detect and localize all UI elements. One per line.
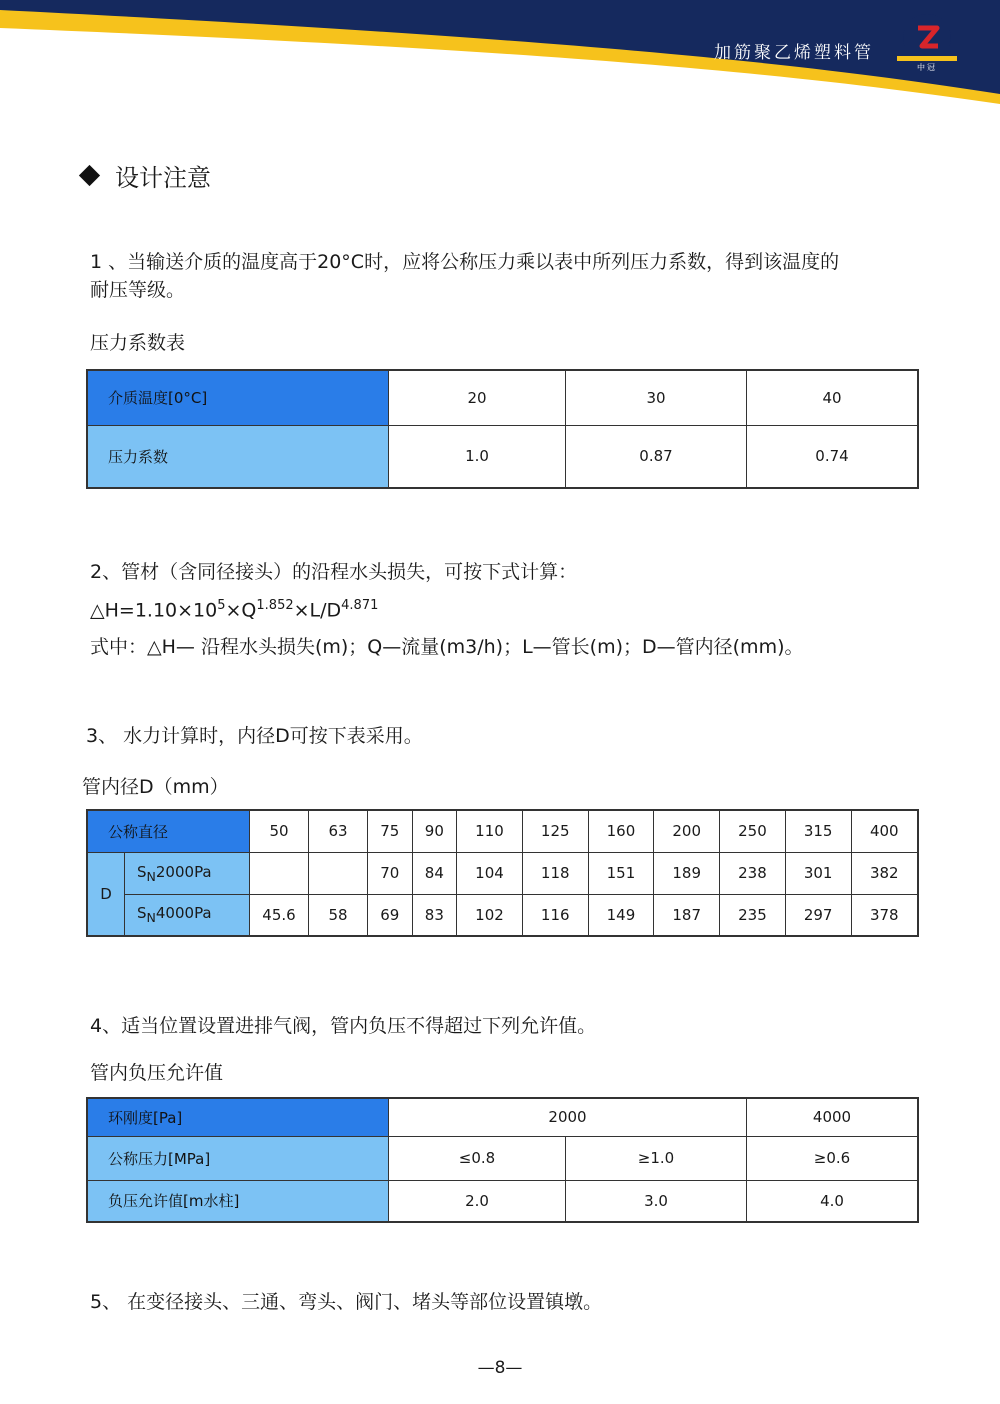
temp-cell: 30: [566, 370, 747, 425]
sn4000-cell: 45.6: [250, 894, 309, 936]
stiffness-cell: 4000: [747, 1098, 919, 1136]
ring-stiffness-label: 环刚度[Pa]: [87, 1098, 389, 1136]
sn4000-cell: 83: [412, 894, 457, 936]
note-4: 4、适当位置设置进排气阀，管内负压不得超过下列允许值。: [90, 1015, 597, 1037]
note-3: 3、 水力计算时，内径D可按下表采用。: [86, 725, 423, 747]
sn4000-cell: 297: [785, 894, 851, 936]
sn2000-label: $S_N2000Pa$: [125, 852, 250, 894]
table-row: [87, 852, 918, 894]
note-5: 5、 在变径接头、三通、弯头、阀门、堵头等部位设置镇墩。: [90, 1291, 603, 1313]
table-row: [87, 1136, 918, 1180]
table-row: [87, 1180, 918, 1222]
diameter-cell: 250: [720, 810, 786, 852]
note-1: [90, 248, 839, 304]
sn2000-cell: 382: [851, 852, 918, 894]
table-row: [87, 1098, 918, 1136]
sn4000-cell: 58: [309, 894, 368, 936]
section-title-text: 设计注意: [115, 164, 211, 192]
pressure-cell: ≥0.6: [747, 1136, 919, 1180]
temp-cell: 40: [747, 370, 919, 425]
sn2000-cell: 118: [522, 852, 588, 894]
sn2000-cell: [309, 852, 368, 894]
table-3-caption: 管内负压允许值: [90, 1062, 224, 1084]
sn2000-cell: 189: [654, 852, 720, 894]
sn4000-cell: 187: [654, 894, 720, 936]
page-number: —8—: [477, 1358, 523, 1378]
sn4000-cell: 149: [588, 894, 654, 936]
diameter-cell: 315: [785, 810, 851, 852]
table-row: [87, 810, 918, 852]
diameter-cell: 400: [851, 810, 918, 852]
diamond-bullet-icon: [79, 165, 100, 186]
sn2000-cell: 84: [412, 852, 457, 894]
logo-caption: 中冠: [917, 63, 937, 72]
pressure-cell: ≥1.0: [566, 1136, 747, 1180]
diameter-cell: 110: [457, 810, 523, 852]
sn2000-cell: 238: [720, 852, 786, 894]
diameter-cell: 200: [654, 810, 720, 852]
diameter-cell: 63: [309, 810, 368, 852]
stiffness-cell: 2000: [389, 1098, 747, 1136]
sn4000-cell: 378: [851, 894, 918, 936]
sn4000-cell: 69: [368, 894, 413, 936]
pressure-coefficient-table: [86, 369, 919, 489]
coefficient-cell: 0.74: [747, 425, 919, 488]
diameter-cell: 75: [368, 810, 413, 852]
note-2-line-1: 2、管材（含同径接头）的沿程水头损失，可按下式计算：: [90, 561, 578, 583]
nominal-pressure-label: 公称压力[MPa]: [87, 1136, 389, 1180]
coefficient-cell: 0.87: [566, 425, 747, 488]
sn2000-cell: 104: [457, 852, 523, 894]
sn4000-cell: 102: [457, 894, 523, 936]
temperature-label: 介质温度[0°C]: [87, 370, 389, 425]
coefficient-cell: 1.0: [389, 425, 566, 488]
sn2000-cell: [250, 852, 309, 894]
table-2-caption: 管内径D（mm）: [82, 776, 229, 798]
note-1-line-2: 耐压等级。: [90, 279, 186, 301]
allowable-cell: 4.0: [747, 1180, 919, 1222]
diameter-cell: 125: [522, 810, 588, 852]
section-title: [78, 158, 211, 193]
d-label: D: [87, 852, 125, 936]
table-row: [87, 425, 918, 488]
sn4000-cell: 116: [522, 894, 588, 936]
brand-name: 加筋聚乙烯塑料管: [714, 43, 874, 63]
diameter-cell: 50: [250, 810, 309, 852]
temp-cell: 20: [389, 370, 566, 425]
table-row: [87, 370, 918, 425]
note-1-line-1: 1 、当输送介质的温度高于20°C时，应将公称压力乘以表中所列压力系数，得到该温度的: [90, 251, 840, 273]
coefficient-label: 压力系数: [87, 425, 389, 488]
allowable-cell: 2.0: [389, 1180, 566, 1222]
sn2000-cell: 151: [588, 852, 654, 894]
nominal-diameter-label: 公称直径: [87, 810, 250, 852]
sn2000-cell: 301: [785, 852, 851, 894]
negative-pressure-table: [86, 1097, 919, 1223]
diameter-cell: 90: [412, 810, 457, 852]
note-2: [90, 556, 804, 664]
inner-diameter-table: [86, 809, 919, 937]
sn4000-label: $S_N4000Pa$: [125, 894, 250, 936]
table-row: [87, 894, 918, 936]
allowable-cell: 3.0: [566, 1180, 747, 1222]
head-loss-formula: $\triangle H=1.10\times 10^5\times Q^{1.852}\times L/D^{4.871}$: [90, 598, 379, 622]
table-1-caption: 压力系数表: [90, 332, 186, 354]
sn4000-cell: 235: [720, 894, 786, 936]
note-2-line-3: 式中：△H— 沿程水头损失(m)；Q—流量(m3/h)；L—管长(m)；D—管内径(mm)。: [90, 636, 804, 659]
diameter-cell: 160: [588, 810, 654, 852]
allowable-label: 负压允许值[m水柱]: [87, 1180, 389, 1222]
sn2000-cell: 70: [368, 852, 413, 894]
pressure-cell: ≤0.8: [389, 1136, 566, 1180]
